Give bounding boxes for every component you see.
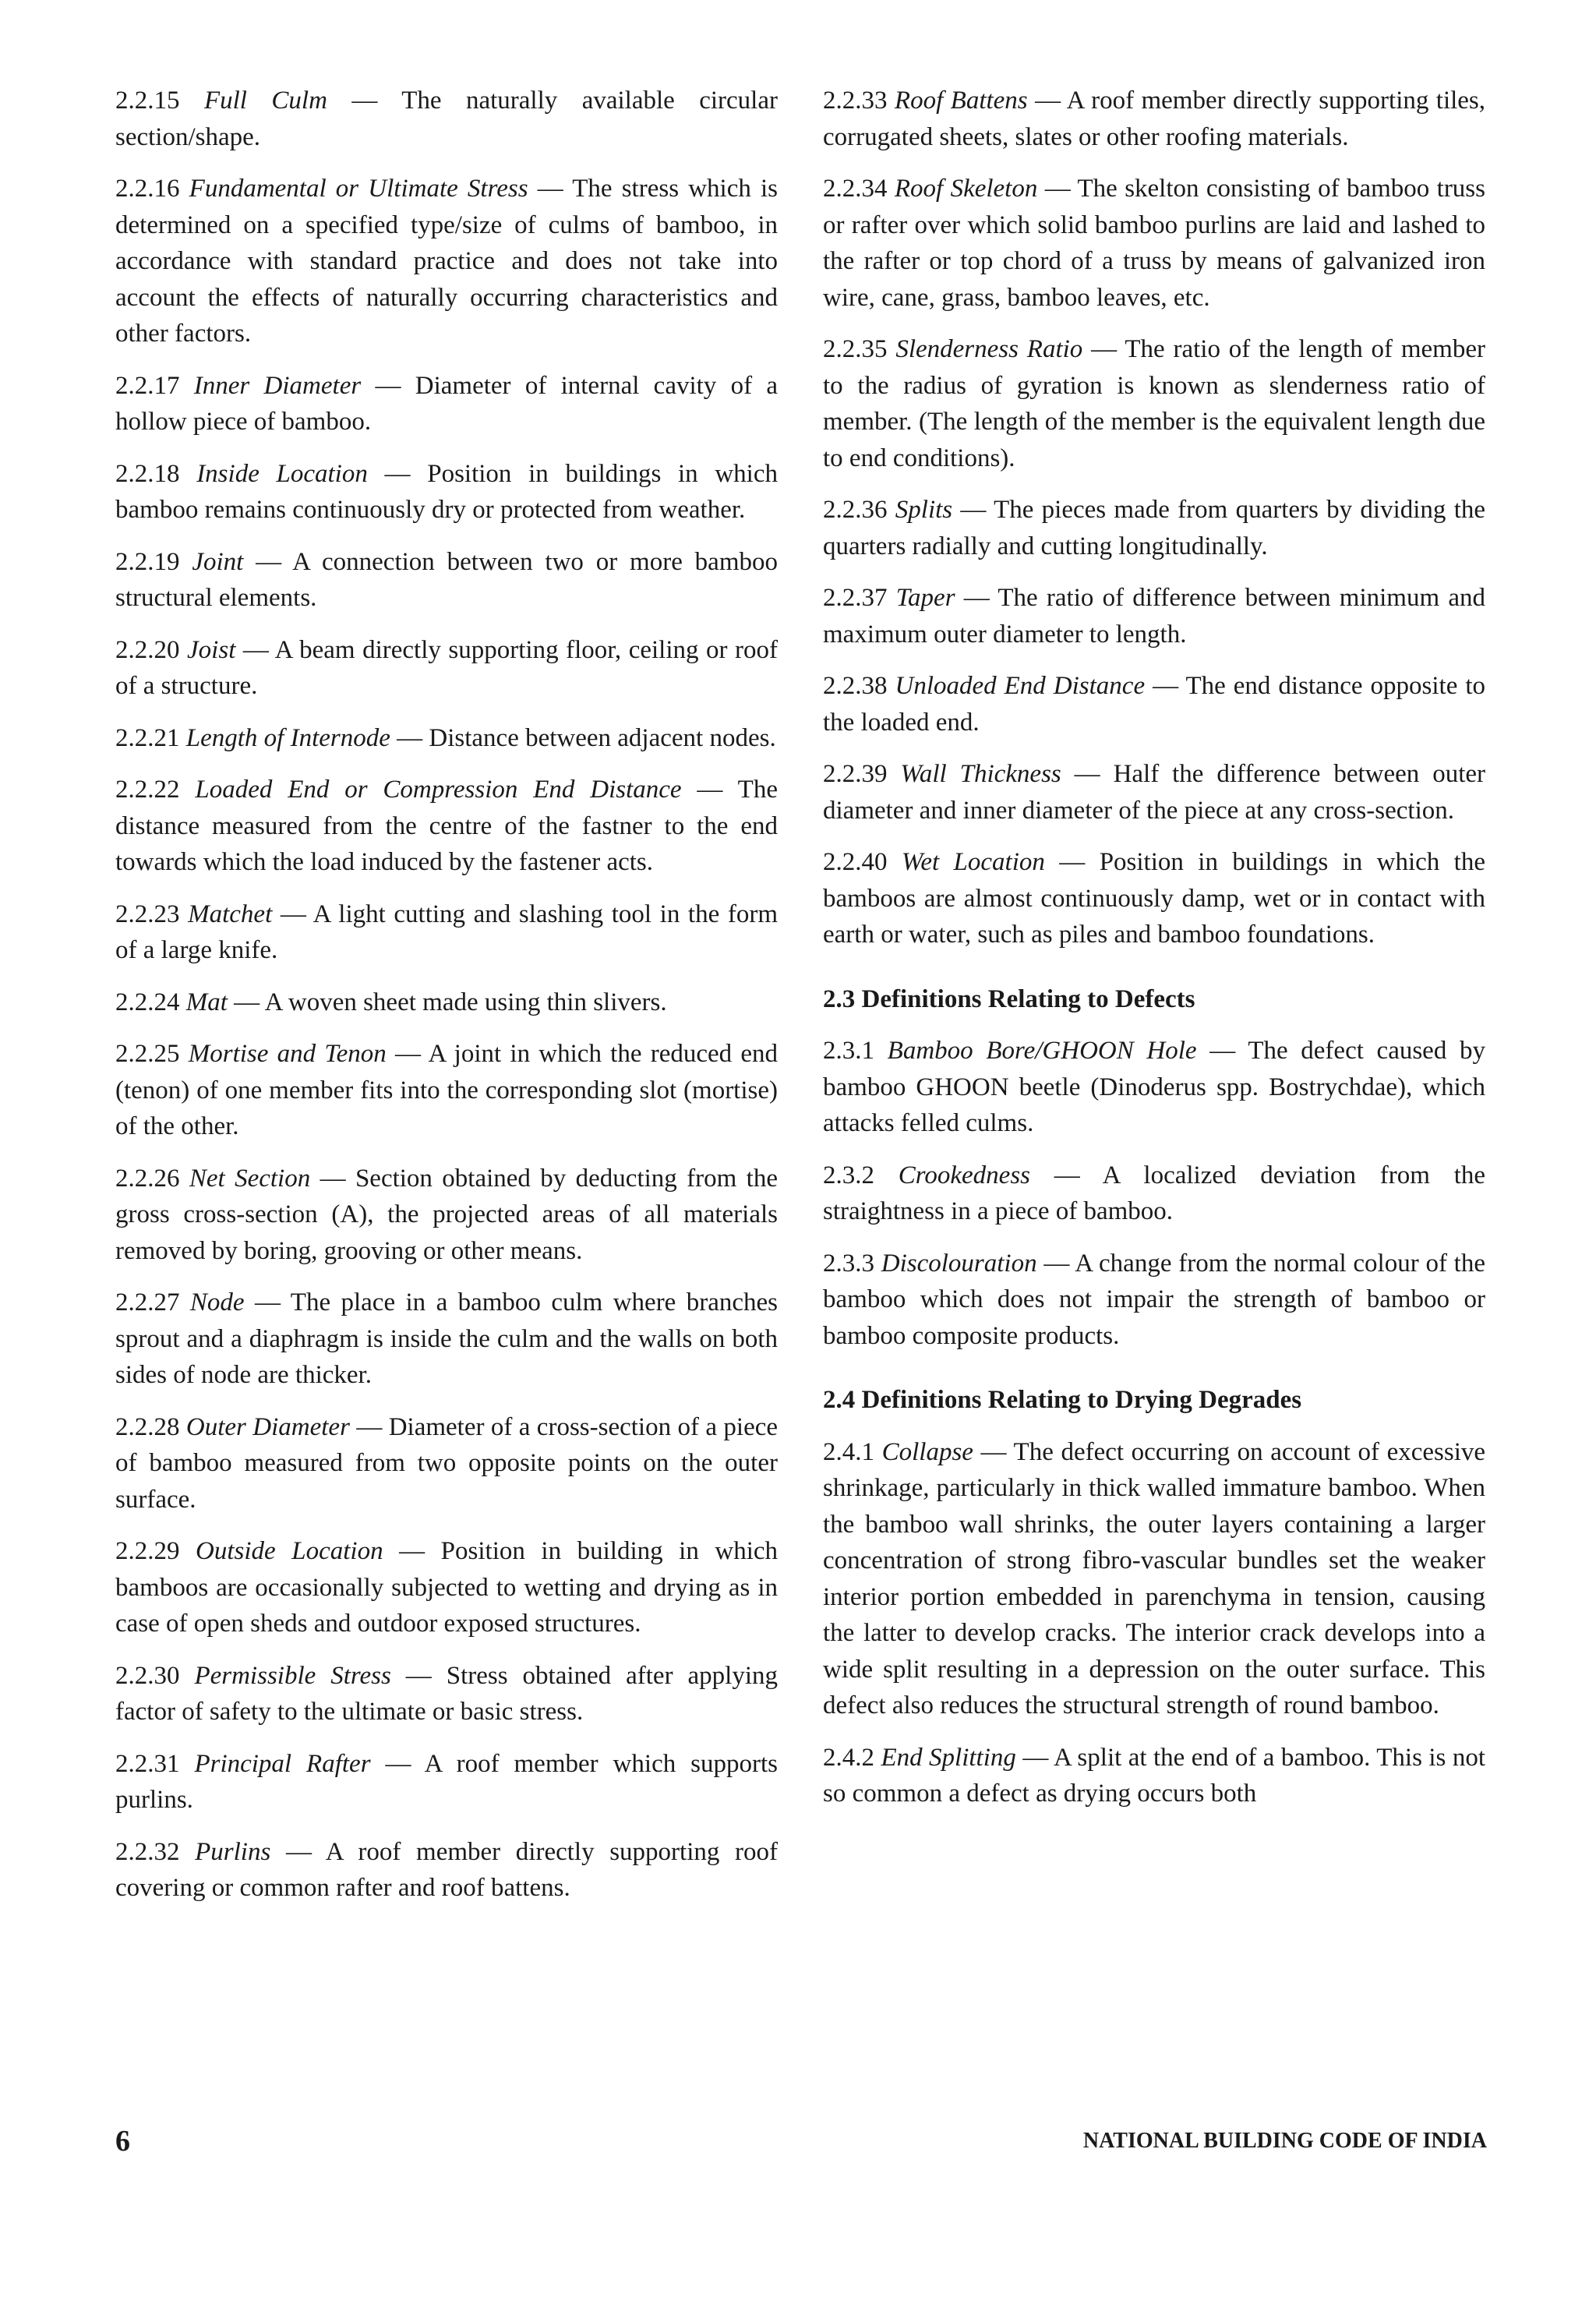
definition-entry xyxy=(823,331,1485,476)
defined-term: Fundamental or Ultimate Stress xyxy=(189,175,528,203)
left-entries xyxy=(115,83,778,1907)
defined-term: Loaded End or Compression End Distance xyxy=(195,776,682,804)
clause-number: 2.2.15 xyxy=(115,87,180,115)
definition-entry xyxy=(115,1834,778,1907)
definition-text: — A beam directly supporting floor, ceiling or roof of a structure. xyxy=(115,635,779,700)
definition-entry xyxy=(115,1409,778,1518)
definition-entry xyxy=(115,544,778,617)
definition-text: — The defect caused by bamboo GHOON beetle (Dinoderus spp. Bostrychdae), which attacks felled culms. xyxy=(823,1037,1485,1137)
defined-term: Full Culm xyxy=(203,87,327,115)
right-entries-c xyxy=(823,1434,1485,1812)
clause-number: 2.2.22 xyxy=(115,776,180,804)
definition-entry xyxy=(115,720,778,757)
defined-term: Outside Location xyxy=(196,1537,383,1565)
clause-number: 2.2.16 xyxy=(115,175,180,203)
clause-number: 2.2.32 xyxy=(115,1837,180,1866)
defined-term: Crookedness xyxy=(898,1161,1031,1189)
definition-entry xyxy=(115,1036,778,1145)
clause-number: 2.3.1 xyxy=(823,1037,874,1065)
definition-entry xyxy=(115,632,778,705)
definition-entry xyxy=(823,1158,1485,1230)
defined-term: Purlins xyxy=(195,1837,271,1866)
clause-number: 2.2.37 xyxy=(823,584,888,612)
clause-number: 2.2.31 xyxy=(115,1749,180,1778)
clause-number: 2.2.25 xyxy=(115,1040,180,1068)
definition-entry xyxy=(823,1033,1485,1142)
clause-number: 2.2.35 xyxy=(823,335,888,363)
definition-text: — Position in buildings in which bamboo remains continuously dry or protected from weather. xyxy=(115,459,778,524)
clause-number: 2.2.19 xyxy=(115,547,180,576)
definition-text: — Position in buildings in which the bamboos are almost continuously damp, wet or in contact with earth or water, such as piles and bamboo foundations. xyxy=(823,848,1485,949)
defined-term: Outer Diameter xyxy=(185,1412,350,1441)
defined-term: Inside Location xyxy=(196,459,368,488)
clause-number: 2.2.29 xyxy=(115,1537,180,1565)
clause-number: 2.2.34 xyxy=(823,175,888,203)
clause-number: 2.3.3 xyxy=(823,1249,874,1278)
left-column xyxy=(115,83,778,1922)
clause-number: 2.4.1 xyxy=(823,1437,874,1466)
definition-text: — A roof member directly supporting tiles, corrugated sheets, slates or other roofing materials. xyxy=(823,87,1486,151)
defined-term: Node xyxy=(189,1288,245,1317)
definition-text: — Position in building in which bamboos are occasionally subjected to wetting and drying as in case of open sheds and outdoor exposed structures. xyxy=(115,1537,779,1638)
section-heading-defects: 2.3 Definitions Relating to Defects xyxy=(823,984,1195,1013)
clause-number: 2.2.18 xyxy=(115,459,180,488)
clause-number: 2.2.38 xyxy=(823,672,888,700)
defined-term: Bamboo Bore/GHOON Hole xyxy=(887,1037,1197,1065)
defined-term: Collapse xyxy=(881,1437,973,1466)
defined-term: Splits xyxy=(895,496,953,524)
defined-term: Matchet xyxy=(188,899,273,928)
definition-text: — The naturally available circular section/shape. xyxy=(115,87,778,151)
definition-text: — A roof member directly supporting roof covering or common rafter and roof battens. xyxy=(115,1837,778,1902)
right-entries-b xyxy=(823,1033,1485,1354)
clause-number: 2.2.28 xyxy=(115,1412,180,1441)
defined-term: Length of Internode xyxy=(185,723,390,752)
definition-entry xyxy=(115,984,778,1021)
definition-entry xyxy=(823,492,1485,564)
definition-text: — The ratio of difference between minimum and maximum outer diameter to length. xyxy=(823,584,1485,649)
clause-number: 2.2.30 xyxy=(115,1661,180,1690)
defined-term: Taper xyxy=(895,584,955,612)
clause-number: 2.2.24 xyxy=(115,988,180,1016)
defined-term: Slenderness Ratio xyxy=(895,335,1083,363)
definition-text: — Stress obtained after applying factor of safety to the ultimate or basic stress. xyxy=(115,1661,778,1726)
definition-entry xyxy=(115,1658,778,1730)
defined-term: Wall Thickness xyxy=(900,760,1061,788)
clause-number: 2.2.39 xyxy=(823,760,888,788)
defined-term: Inner Diameter xyxy=(193,371,362,400)
definition-entry xyxy=(823,83,1485,155)
definition-text: — Distance between adjacent nodes. xyxy=(390,723,776,752)
definition-entry xyxy=(115,896,778,969)
clause-number: 2.2.40 xyxy=(823,848,888,876)
definition-entry xyxy=(115,171,778,352)
clause-number: 2.4.2 xyxy=(823,1743,874,1772)
defined-term: Wet Location xyxy=(901,848,1045,876)
page-footer xyxy=(115,2124,1487,2163)
definition-entry xyxy=(115,456,778,528)
clause-number: 2.2.20 xyxy=(115,635,180,664)
clause-number: 2.2.23 xyxy=(115,899,180,928)
definition-entry xyxy=(823,1434,1485,1724)
clause-number: 2.3.2 xyxy=(823,1161,874,1189)
definition-entry xyxy=(115,1746,778,1818)
definition-entry xyxy=(115,1285,778,1394)
clause-number: 2.2.26 xyxy=(115,1164,180,1193)
defined-term: Permissible Stress xyxy=(194,1661,391,1690)
definition-text: — The defect occurring on account of excessive shrinkage, particularly in thick walled immature bamboo. When the bamboo wall shrinks, the outer layers containing a larger concentration of strong fibro-vascular bundles set the weaker interior portion embedded in parenchyma in tension, causing the latter to develop cracks. The interior crack develops into a wide split resulting in a depression on the outer surface. This defect also reduces the structural strength of round bamboo. xyxy=(823,1437,1486,1719)
definition-text: — Section obtained by deducting from the gross cross-section (A), the projected areas of all materials removed by boring, grooving or other means. xyxy=(115,1164,778,1265)
definition-text: — Diameter of a cross-section of a piece of bamboo measured from two opposite points on the outer surface. xyxy=(115,1412,779,1514)
clause-number: 2.2.27 xyxy=(115,1288,180,1317)
definition-text: — A light cutting and slashing tool in the form of a large knife. xyxy=(115,899,779,964)
defined-term: Principal Rafter xyxy=(194,1749,371,1778)
defined-term: Discolouration xyxy=(881,1249,1037,1278)
definition-entry xyxy=(823,580,1485,652)
defined-term: Joint xyxy=(192,547,244,576)
definition-text: — A split at the end of a bamboo. This is not so common a defect as drying occurs both xyxy=(823,1743,1486,1808)
definition-text: — The stress which is determined on a specified type/size of culms of bamboo, in accordance with standard practice and does not take into account the effects of naturally occurring characteristics and other factors. xyxy=(115,175,779,348)
defined-term: Mortise and Tenon xyxy=(188,1040,387,1068)
definition-entry xyxy=(823,756,1485,829)
definition-entry xyxy=(115,368,778,440)
definition-text: — A connection between two or more bamboo structural elements. xyxy=(115,547,778,612)
definition-text: — A localized deviation from the straightness in a piece of bamboo. xyxy=(823,1161,1486,1225)
definition-entry xyxy=(115,772,778,881)
right-entries-a xyxy=(823,83,1485,953)
definition-text: — The pieces made from quarters by dividing the quarters radially and cutting longitudinally. xyxy=(823,496,1486,560)
definition-entry xyxy=(115,1161,778,1270)
section-heading-drying-degrades: 2.4 Definitions Relating to Drying Degrades xyxy=(823,1386,1302,1414)
definition-entry xyxy=(823,1246,1485,1355)
definition-text: — A woven sheet made using thin slivers. xyxy=(227,988,667,1016)
clause-number: 2.2.33 xyxy=(823,87,888,115)
defined-term: Net Section xyxy=(189,1164,311,1193)
clause-number: 2.2.17 xyxy=(115,371,180,400)
defined-term: End Splitting xyxy=(881,1743,1016,1772)
definition-text: — The distance measured from the centre of the fastner to the end towards which the load induced by the fastener acts. xyxy=(115,776,778,876)
defined-term: Roof Battens xyxy=(894,87,1028,115)
running-title: NATIONAL BUILDING CODE OF INDIA xyxy=(1082,2129,1487,2153)
right-column xyxy=(823,83,1485,1828)
definition-text: — A joint in which the reduced end (tenon) of one member fits into the corresponding slot (mortise) of the other. xyxy=(115,1040,778,1140)
page-number: 6 xyxy=(115,2125,130,2158)
defined-term: Joist xyxy=(187,635,236,664)
defined-term: Mat xyxy=(185,988,228,1016)
definition-text: — The place in a bamboo culm where branches sprout and a diaphragm is inside the culm and the walls on both sides of node are thicker. xyxy=(115,1288,778,1389)
definition-text: — Half the difference between outer diameter and inner diameter of the piece at any cross-section. xyxy=(823,760,1486,825)
definition-text: — A change from the normal colour of the bamboo which does not impair the strength of bamboo or bamboo composite products. xyxy=(823,1249,1485,1350)
definition-entry xyxy=(115,83,778,155)
defined-term: Roof Skeleton xyxy=(894,175,1038,203)
definition-entry xyxy=(823,844,1485,953)
definition-text: — A roof member which supports purlins. xyxy=(115,1749,779,1814)
definition-entry xyxy=(823,668,1485,740)
definition-text: — Diameter of internal cavity of a hollow piece of bamboo. xyxy=(115,371,779,436)
definition-entry xyxy=(823,1740,1485,1812)
defined-term: Unloaded End Distance xyxy=(895,672,1146,700)
definition-entry xyxy=(823,171,1485,316)
definition-text: — The ratio of the length of member to the radius of gyration is known as slenderness ratio of member. (The length of the member is the equivalent length due to end conditions). xyxy=(823,335,1485,472)
definition-text: — The end distance opposite to the loaded end. xyxy=(823,672,1486,737)
clause-number: 2.2.21 xyxy=(115,723,180,752)
definition-text: — The skelton consisting of bamboo truss or rafter over which solid bamboo purlins are laid and lashed to the rafter or top chord of a truss by means of galvanized iron wire, cane, grass, bamboo leaves, etc. xyxy=(823,175,1485,312)
clause-number: 2.2.36 xyxy=(823,496,888,524)
definition-entry xyxy=(115,1533,778,1642)
